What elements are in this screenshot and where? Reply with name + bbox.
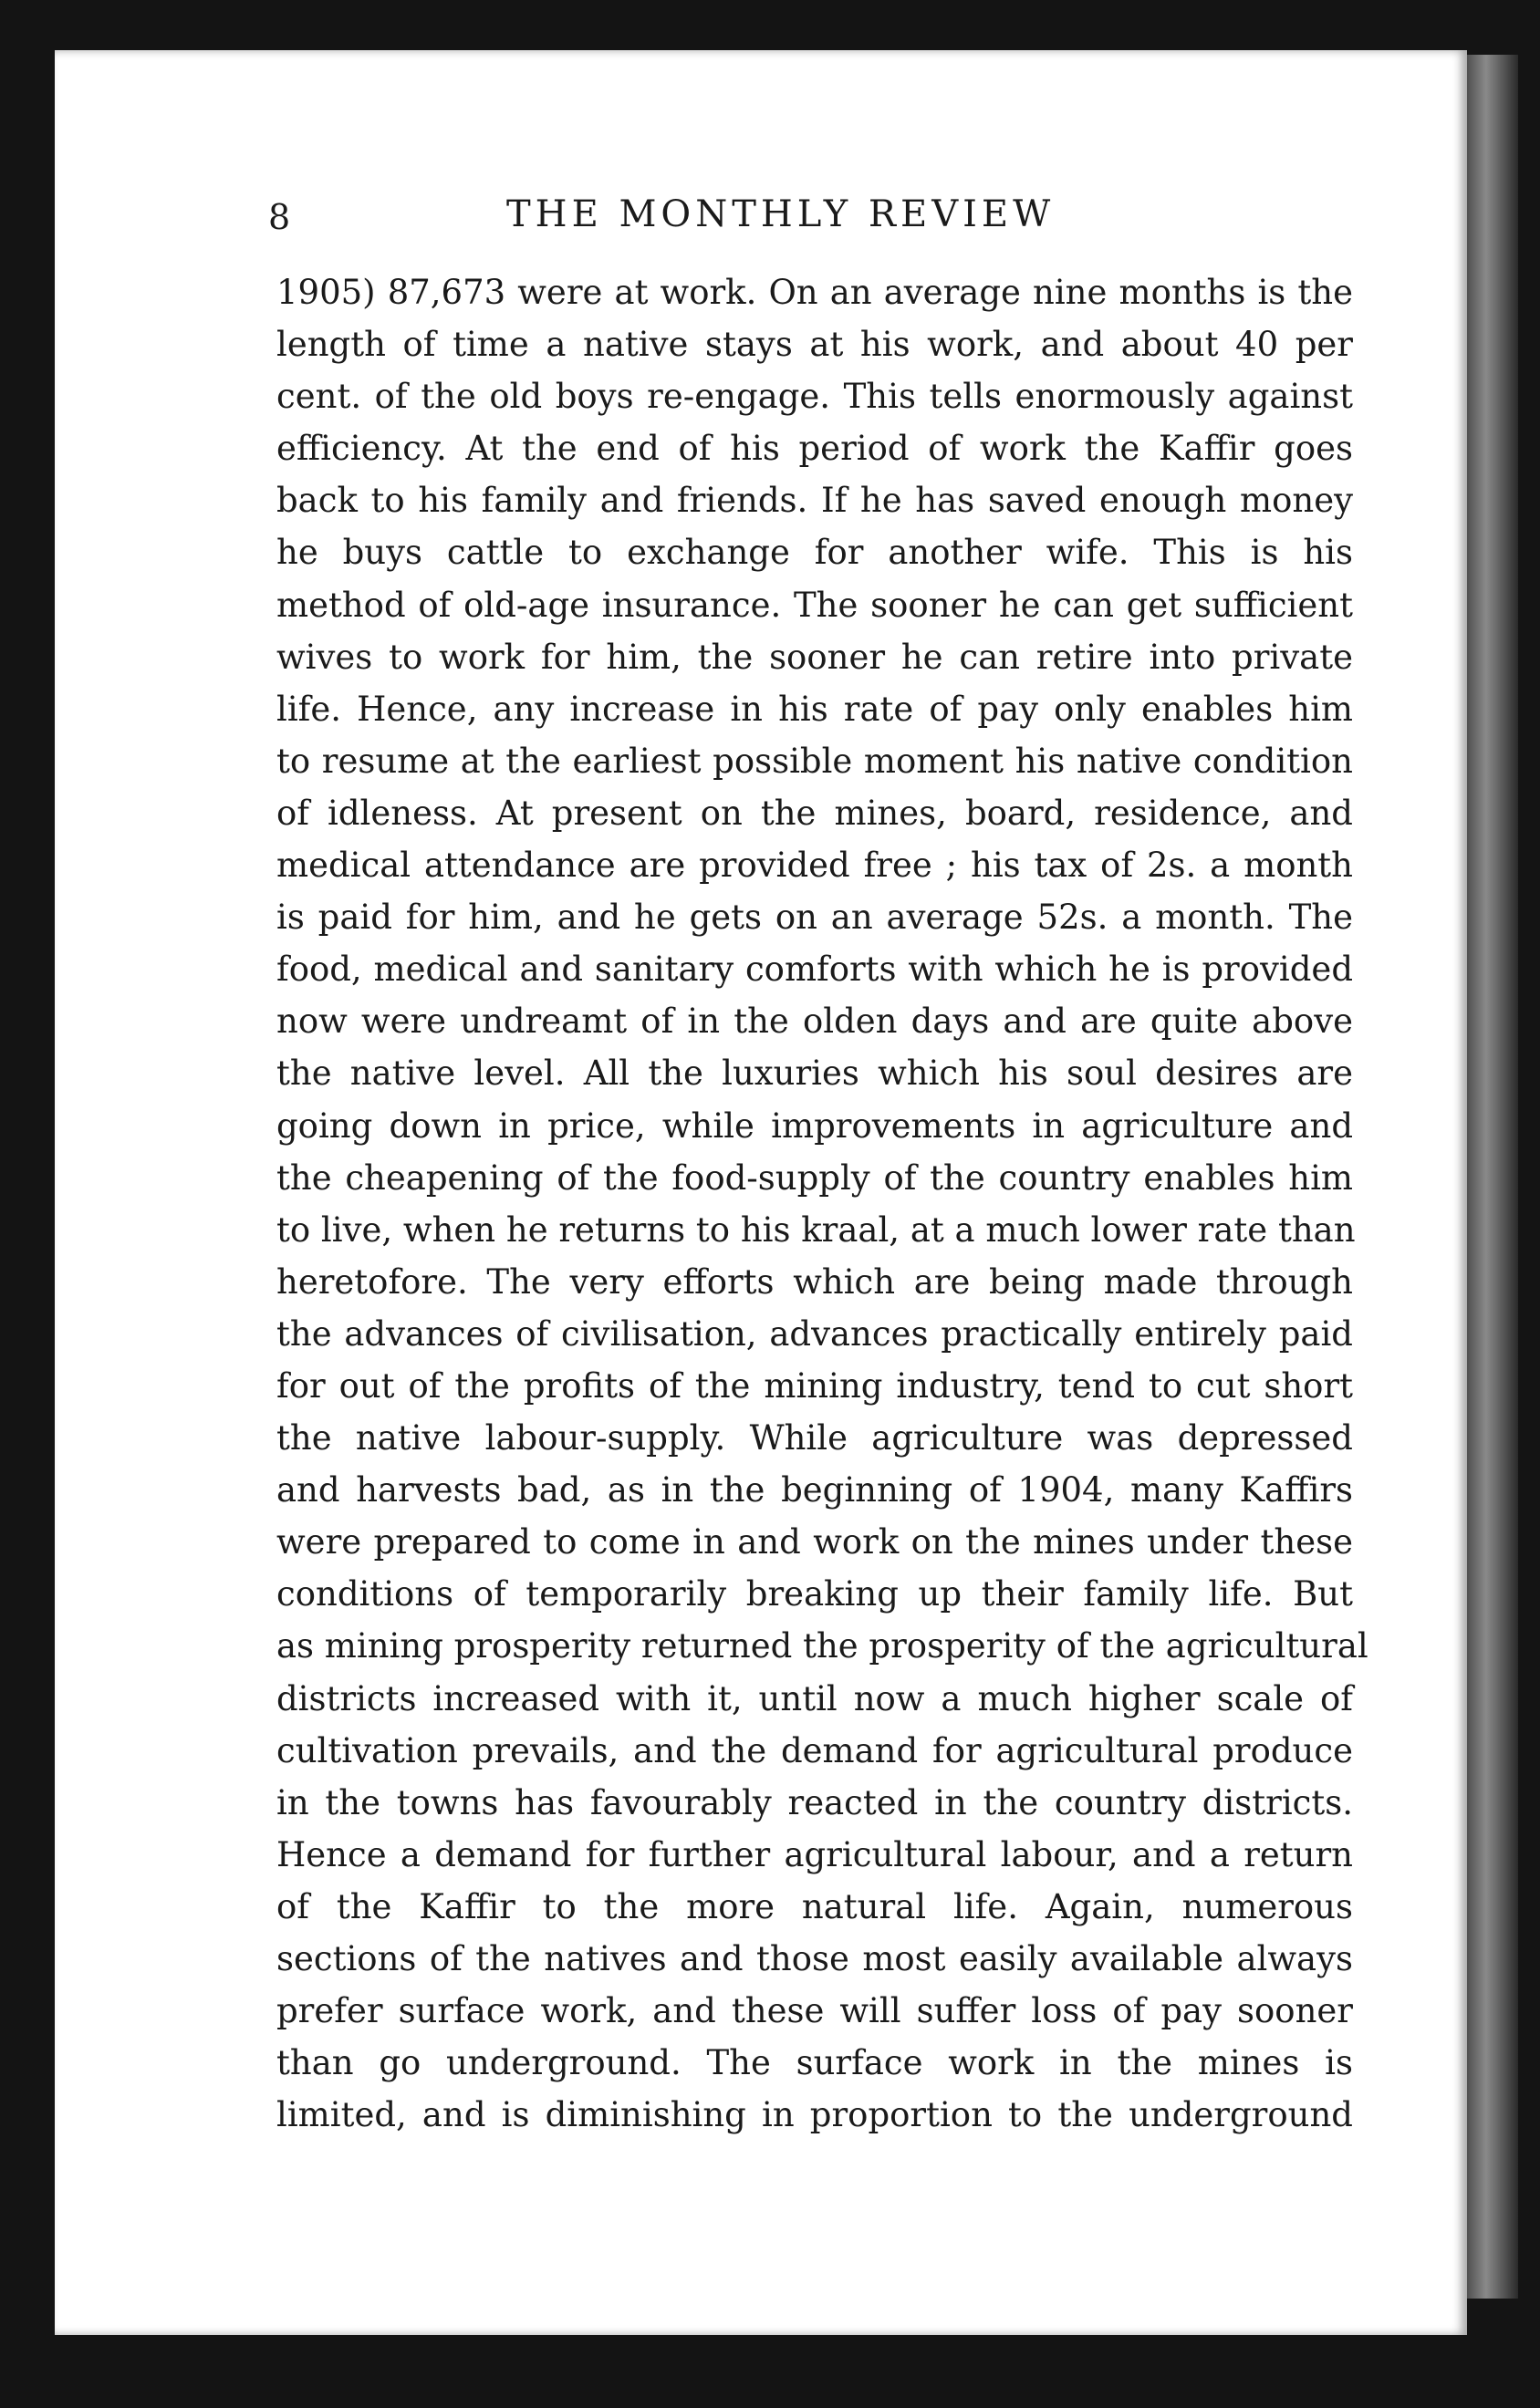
text-line: medical attendance are provided free ; his tax of 2s. a month [276,846,1353,886]
text-line: is paid for him, and he gets on an average 52s. a month. The [276,898,1353,938]
text-line: back to his family and friends. If he has saved enough money [276,481,1353,521]
text-line: prefer surface work, and these will suffer loss of pay sooner [276,1991,1353,2031]
text-line: of idleness. At present on the mines, board, residence, and [276,793,1353,833]
text-line: in the towns has favourably reacted in the country districts. [276,1782,1353,1822]
text-line: wives to work for him, the sooner he can retire into private [276,637,1353,677]
text-line: life. Hence, any increase in his rate of pay only enables him [276,689,1353,729]
text-line: and harvests bad, as in the beginning of 1904, many Kaffirs [276,1470,1353,1510]
text-line: the native labour-supply. While agriculture was depressed [276,1418,1353,1458]
page-header [219,193,1122,248]
text-line: than go underground. The surface work in the mines is [276,2043,1353,2083]
text-line: method of old-age insurance. The sooner he can get sufficient [276,585,1353,625]
page-number: 8 [268,197,291,237]
text-line: cultivation prevails, and the demand for agricultural produce [276,1730,1353,1770]
text-line: of the Kaffir to the more natural life. Again, numerous [276,1886,1353,1926]
text-line: Hence a demand for further agricultural labour, and a return [276,1834,1353,1874]
text-line: cent. of the old boys re-engage. This tells enormously against [276,377,1353,417]
text-line: to resume at the earliest possible moment his native condition [276,741,1353,781]
text-line: to live, when he returns to his kraal, at a much lower rate than [276,1209,1356,1250]
text-line: the cheapening of the food-supply of the country enables him [276,1157,1353,1198]
text-line: for out of the profits of the mining industry, tend to cut short [276,1365,1353,1406]
text-line: sections of the natives and those most easily available always [276,1939,1353,1978]
text-line: were prepared to come in and work on the mines under these [276,1522,1353,1562]
text-line: heretofore. The very efforts which are being made through [276,1261,1353,1302]
text-line: districts increased with it, until now a much higher scale of [276,1678,1353,1718]
running-head: THE MONTHLY REVIEW [506,193,1056,235]
text-line: efficiency. At the end of his period of work the Kaffir goes [276,429,1353,469]
body-text [276,266,1368,2141]
text-line: the advances of civilisation, advances practically entirely paid [276,1313,1353,1354]
text-line: conditions of temporarily breaking up their family life. But [276,1574,1353,1614]
text-line: the native level. All the luxuries which his soul desires are [276,1054,1353,1094]
text-line: he buys cattle to exchange for another wife. This is his [276,533,1353,573]
text-line: as mining prosperity returned the prosperity of the agricultural [276,1626,1368,1666]
book-binding-edge [1460,55,1518,2299]
text-line: length of time a native stays at his work, and about 40 per [276,325,1353,365]
text-line: going down in price, while improvements in agriculture and [276,1105,1353,1146]
text-line: 1905) 87,673 were at work. On an average nine months is the [276,273,1353,312]
text-line: now were undreamt of in the olden days and are quite above [276,1002,1353,1042]
text-line: food, medical and sanitary comforts with which he is provided [276,950,1353,990]
text-line: limited, and is diminishing in proportion to the underground [276,2095,1353,2135]
